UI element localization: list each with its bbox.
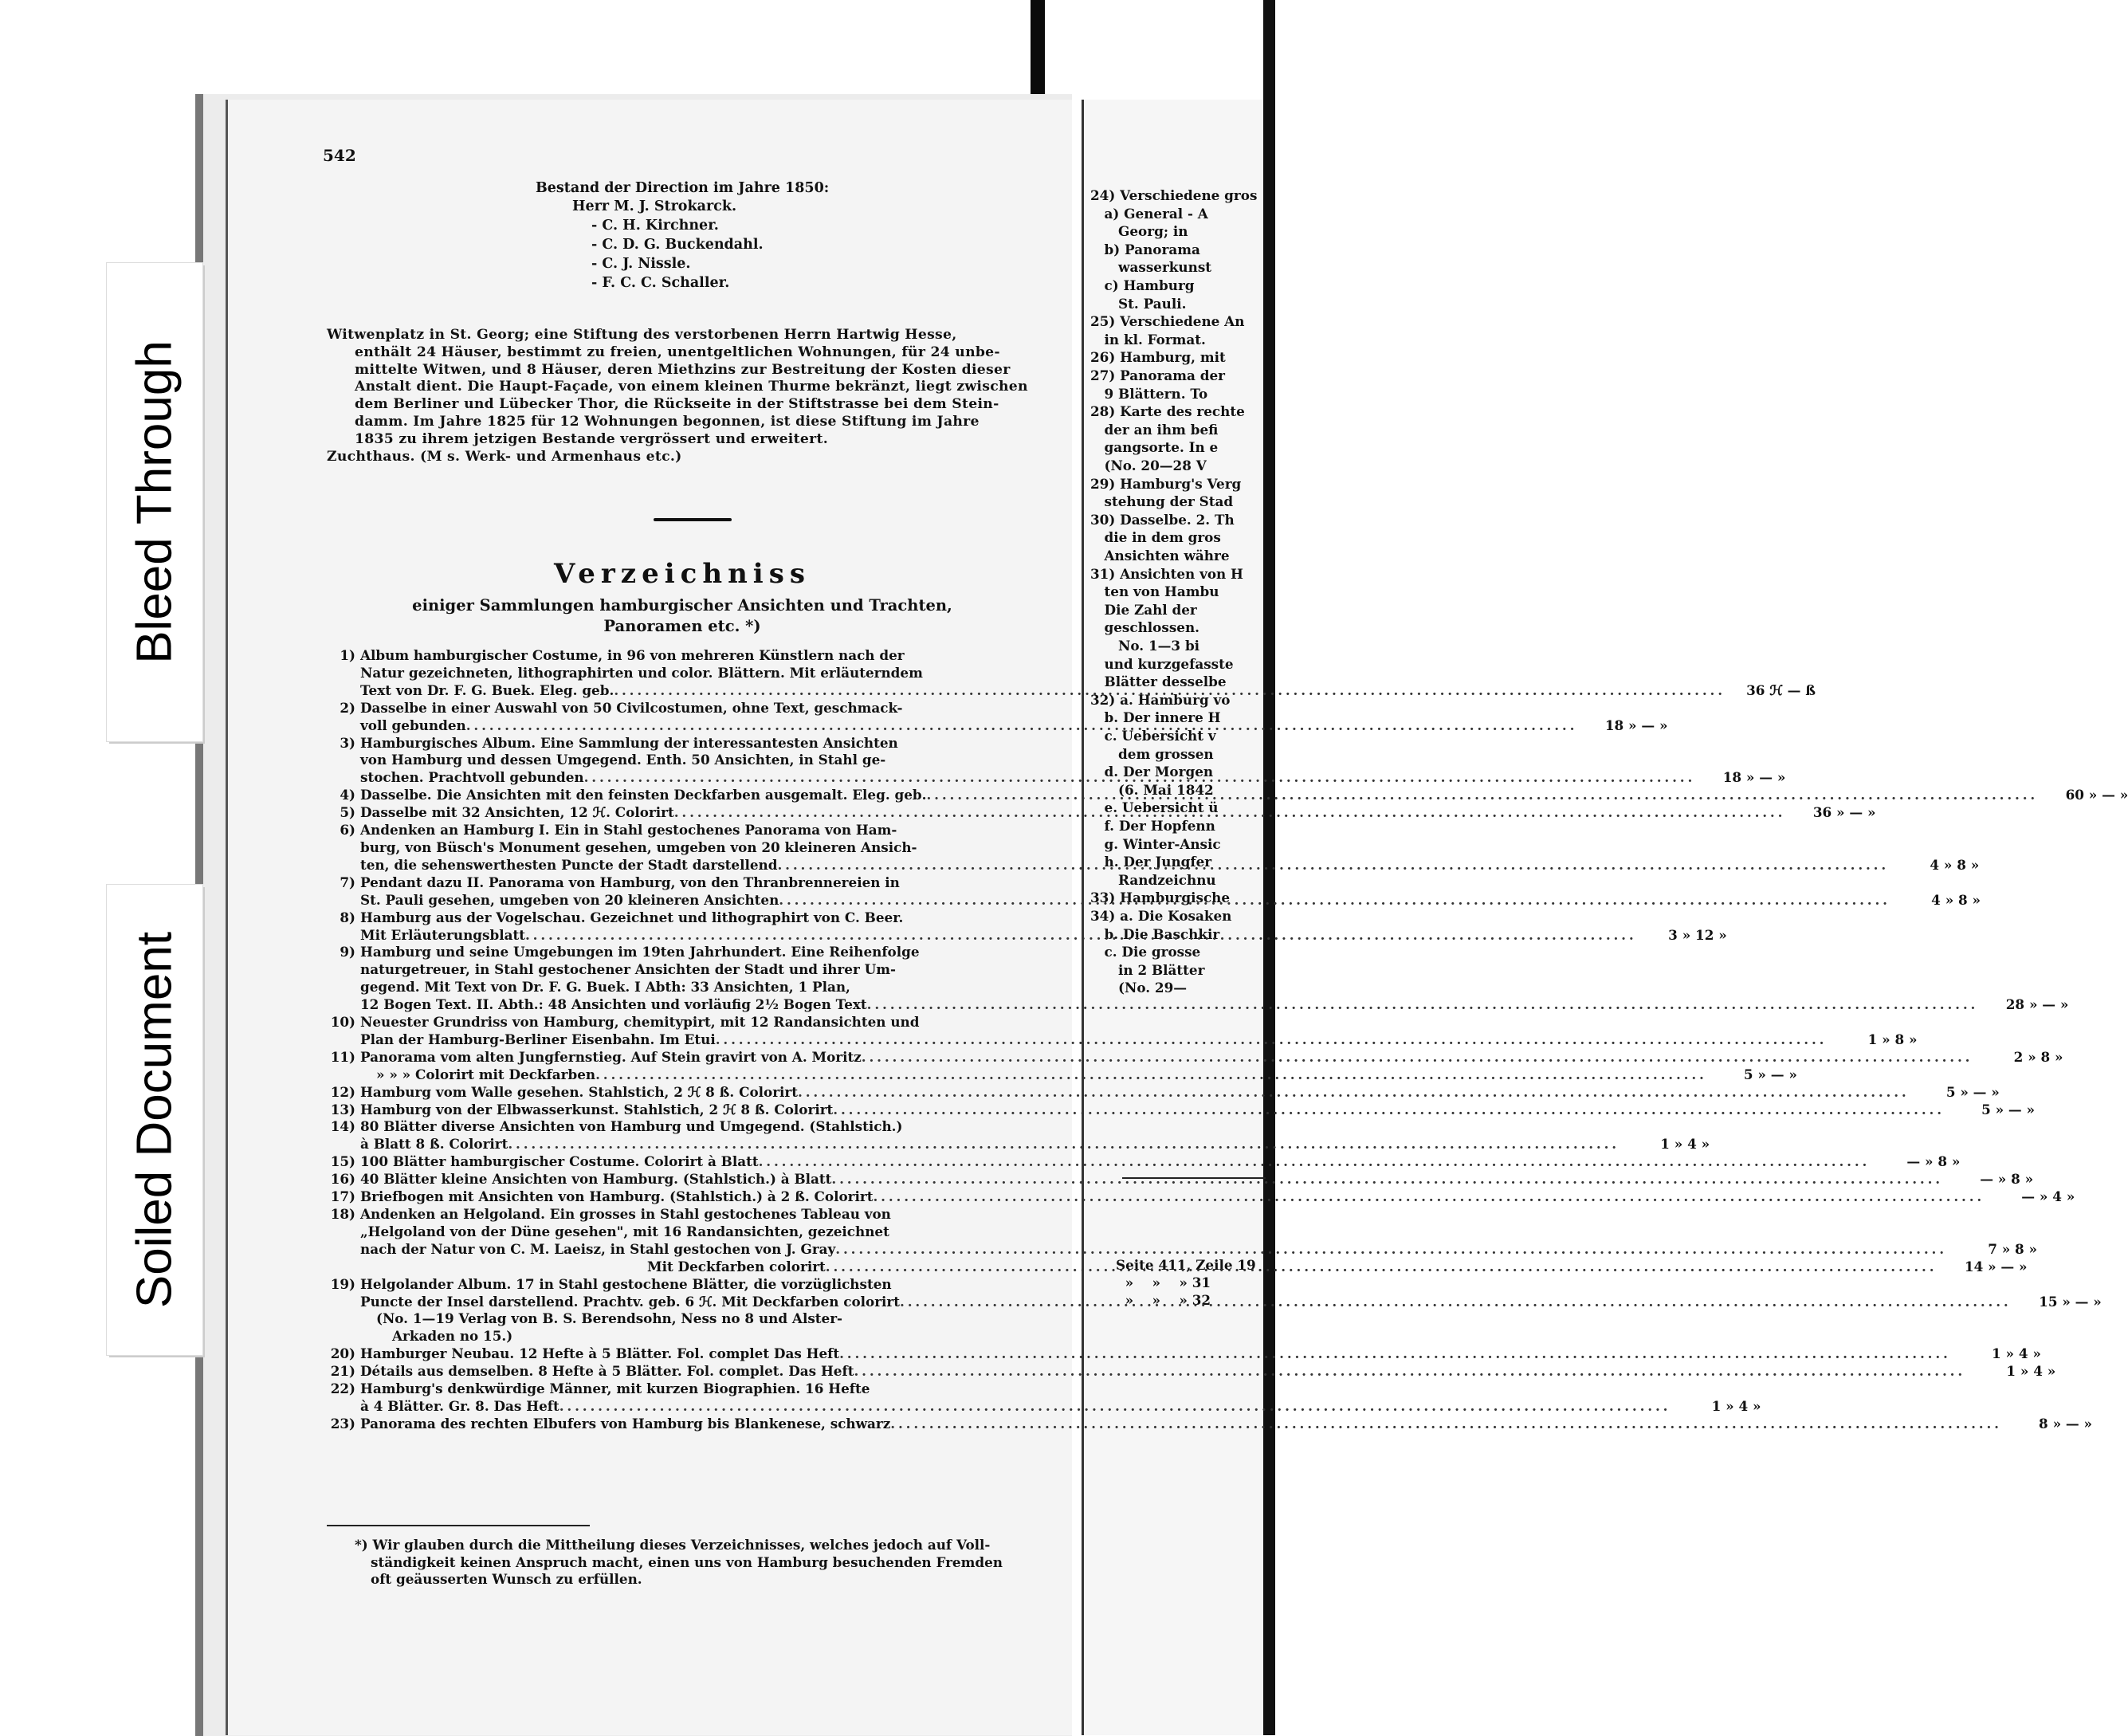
entry-line: » » » Colorirt mit Deckfarben: [376, 1066, 596, 1082]
catalogue-entry: [323, 1118, 1710, 1153]
paragraph-line: mittelte Witwen, und 8 Häuser, deren Miethzins zur Bestreitung der Kosten dieser: [355, 361, 1011, 378]
right-page-line: 26) Hamburg, mit: [1090, 349, 1226, 366]
entry-text: [360, 1276, 2102, 1311]
right-page-line: 30) Dasselbe. 2. Th: [1090, 511, 1235, 528]
footnote-rule: [327, 1525, 590, 1526]
catalogue-entry: [323, 1153, 1961, 1171]
footnote-line: *) Wir glauben durch die Mittheilung dieses Verzeichnisses, welches jedoch auf Voll-: [355, 1537, 991, 1553]
entry-price-line: [360, 1188, 2075, 1206]
entry-price-line: [360, 1031, 1917, 1049]
entry-price-line: [360, 892, 1981, 909]
entry-number: 13): [330, 1101, 355, 1117]
entry-price: 5 » — »: [1981, 1101, 2036, 1117]
entry-line: stochen. Prachtvoll gebunden: [360, 769, 584, 786]
footnote: [355, 1537, 1056, 1589]
witwenplatz-paragraph: [327, 327, 1052, 465]
dot-leader: [862, 1049, 1969, 1066]
entry-price-line: [360, 1259, 2028, 1276]
paragraph-line: Anstalt dient. Die Haupt-Façade, von einem kleinen Thurme bekränzt, liegt zwischen: [355, 379, 1028, 395]
entry-line: Dasselbe. Die Ansichten mit den feinsten Deckfarben ausgemalt. Eleg. geb.: [360, 787, 927, 803]
entry-text: [360, 1084, 2000, 1102]
entry-text: [360, 1310, 1052, 1345]
entry-text: [360, 1188, 2075, 1206]
entry-number: 4): [340, 787, 355, 803]
entry-line: burg, von Büsch's Monument gesehen, umgeben von 20 kleineren Ansich-: [360, 839, 917, 855]
entry-price-line: [360, 1049, 2063, 1066]
paragraph-line: damm. Im Jahre 1825 für 12 Wohnungen begonnen, ist diese Stiftung im Jahre: [355, 413, 980, 430]
catalogue-entry: [323, 1171, 2034, 1188]
entry-number: 10): [330, 1014, 355, 1031]
right-page-line: die in dem gros: [1090, 529, 1221, 546]
entry-number: 16): [330, 1171, 355, 1188]
entry-price-line: [360, 787, 2128, 804]
right-page-line: 9 Blättern. To: [1090, 385, 1208, 402]
entry-price-line: [360, 1171, 2033, 1188]
entry-number: 14): [330, 1118, 355, 1135]
entry-price: 7 » 8 »: [1988, 1240, 2038, 1257]
entry-price: 1 » 4 »: [1660, 1136, 1710, 1153]
entry-number: 6): [340, 822, 355, 839]
entry-text: [360, 1416, 2092, 1433]
entry-price: 5 » — »: [1743, 1066, 1797, 1082]
entry-price: 15 » — »: [2039, 1293, 2102, 1310]
entry-line: Dasselbe in einer Auswahl von 50 Civilcostumen, ohne Text, geschmack-: [360, 699, 903, 716]
entry-line: Text von Dr. F. G. Buek. Eleg. geb.: [360, 681, 614, 698]
right-page-line: a) General - A: [1090, 205, 1208, 222]
direction-member: - C. H. Kirchner.: [591, 218, 719, 234]
entry-line: Andenken an Helgoland. Ein grosses in Stahl gestochenes Tableau von: [360, 1206, 891, 1222]
direction-member: - C. D. G. Buckendahl.: [591, 237, 764, 253]
section-title: Verzeichniss: [554, 558, 811, 590]
dot-leader: [831, 1171, 1939, 1188]
entry-price-line: [360, 927, 1727, 945]
paragraph-line: dem Berliner und Lübecker Thor, die Rückseite in der Stiftstrasse bei dem Stein-: [355, 396, 999, 413]
entry-price-line: [360, 1153, 1960, 1171]
paragraph-line: enthält 24 Häuser, bestimmt zu freien, unentgeltlichen Wohnungen, für 24 unbe-: [355, 344, 1000, 360]
label-soiled-document: [107, 885, 202, 1355]
catalogue-entry: [323, 1381, 1761, 1416]
entry-price: 28 » — »: [2005, 996, 2069, 1013]
right-page-line: b. Die Baschkir: [1090, 925, 1220, 942]
right-page-line: Ansichten währe: [1090, 548, 1230, 564]
entry-price-line: [360, 682, 1816, 700]
right-page-line: 28) Karte des rechte: [1090, 403, 1245, 420]
entry-price: 1 » 4 »: [1711, 1397, 1761, 1414]
entry-price-line: [360, 1345, 2041, 1363]
label-bleed-through: [107, 263, 202, 741]
catalogue-entry: [323, 1188, 2075, 1206]
catalogue-entry: [323, 1014, 1918, 1049]
right-page-line: 24) Verschiedene gros: [1090, 187, 1258, 203]
entry-text: [360, 804, 1875, 822]
dot-leader: [867, 996, 1975, 1014]
catalogue-entry: [323, 1101, 2036, 1119]
entry-line: Hamburg und seine Umgebungen im 19ten Jahrhundert. Eine Reihenfolge: [360, 944, 920, 960]
right-page-line: dem grossen: [1090, 745, 1214, 762]
entry-line: voll gebunden: [360, 717, 466, 733]
right-page-line: geschlossen.: [1090, 619, 1199, 636]
entry-line: 12 Bogen Text. II. Abth.: 48 Ansichten und vorläufig 2½ Bogen Text: [360, 996, 867, 1013]
entry-text: [360, 1345, 2041, 1363]
entry-number: [323, 1310, 360, 1345]
entry-price: 18 » — »: [1604, 717, 1668, 733]
entry-line: 80 Blätter diverse Ansichten von Hamburg und Umgegend. (Stahlstich.): [360, 1118, 903, 1135]
entry-line: Panorama vom alten Jungfernstieg. Auf Stein gravirt von A. Moritz: [360, 1048, 862, 1065]
entry-text: [360, 944, 2068, 1014]
right-page-line: e. Uebersicht ü: [1090, 799, 1219, 816]
entry-line: St. Pauli gesehen, umgeben von 20 kleineren Ansichten: [360, 891, 779, 908]
footnote-line: ständigkeit keinen Anspruch macht, einen uns von Hamburg besuchenden Fremden: [371, 1553, 1003, 1570]
entry-text: [360, 1066, 1797, 1084]
right-page-line: g. Winter-Ansic: [1090, 835, 1221, 852]
entry-price-line: [360, 1241, 2037, 1259]
entry-line: à Blatt 8 ß. Colorirt: [360, 1136, 508, 1153]
paragraph-line: Zuchthaus. (M s. Werk- und Armenhaus etc.): [327, 448, 682, 465]
entry-number: [323, 1066, 360, 1084]
errata-line: » » » 31: [1116, 1275, 1211, 1290]
entry-line: Hamburgisches Album. Eine Sammlung der interessantesten Ansichten: [360, 734, 898, 751]
section-divider: [654, 518, 732, 521]
entry-price: 1 » 4 »: [1992, 1345, 2041, 1362]
errata-line: Seite 411, Zeile 19: [1116, 1257, 1256, 1273]
entry-price: 18 » — »: [1722, 769, 1786, 786]
dot-leader: [525, 927, 1633, 945]
entry-number: 11): [330, 1048, 355, 1065]
entry-line: Puncte der Insel darstellend. Prachtv. geb. 6 ℋ. Mit Deckfarben colorirt: [360, 1293, 901, 1310]
right-page-line: 27) Panorama der: [1090, 367, 1226, 383]
entry-price-line: [360, 1102, 2035, 1119]
entry-text: [360, 1381, 1761, 1416]
entry-text: [360, 700, 1667, 735]
entry-line: gegend. Mit Text von Dr. F. G. Buek. I Abth: 33 Ansichten, 1 Plan,: [360, 979, 850, 996]
entry-price: 2 » 8 »: [2013, 1048, 2063, 1065]
direction-member: - F. C. C. Schaller.: [591, 275, 730, 291]
entry-text: [360, 1363, 2055, 1381]
entry-line: Album hamburgischer Costume, in 96 von mehreren Künstlern nach der: [360, 647, 905, 663]
right-page-line: 25) Verschiedene An: [1090, 313, 1245, 330]
entry-number: 3): [340, 734, 355, 751]
entry-text: [360, 1102, 2035, 1119]
direction-member: - C. J. Nissle.: [591, 256, 691, 272]
entry-text: [360, 1206, 2037, 1259]
entry-line: Hamburg aus der Vogelschau. Gezeichnet und lithographirt von C. Beer.: [360, 909, 904, 925]
entry-text: [360, 1049, 2063, 1066]
entry-line: Mit Erläuterungsblatt: [360, 926, 525, 943]
dot-leader: [900, 1294, 2008, 1311]
catalogue-entry: [323, 1310, 1052, 1345]
right-page-line: Randzeichnu: [1090, 871, 1216, 888]
direction-member: Herr M. J. Strokarck.: [572, 198, 737, 214]
entry-text: [360, 1153, 1960, 1171]
dot-leader: [873, 1188, 1981, 1206]
entry-price: — » 8 »: [1980, 1171, 2034, 1188]
dot-leader: [584, 769, 1692, 787]
paragraph-line: Witwenplatz in St. Georg; eine Stiftung des verstorbenen Herrn Hartwig Hesse,: [327, 327, 957, 343]
entry-line: Hamburg's denkwürdige Männer, mit kurzen Biographien. 16 Hefte: [360, 1381, 870, 1397]
entry-price-line: [360, 1084, 2000, 1102]
right-page-line: ten von Hambu: [1090, 583, 1219, 600]
catalogue-entry: [323, 1048, 2063, 1066]
footnote-line: oft geäusserten Wunsch zu erfüllen.: [371, 1571, 642, 1587]
entry-price: 14 » — »: [1964, 1258, 2028, 1275]
entry-line: Andenken an Hamburg I. Ein in Stahl gestochenes Panorama von Ham-: [360, 822, 897, 839]
dot-leader: [716, 1031, 1824, 1049]
entry-number: 9): [340, 944, 355, 960]
dot-leader: [779, 892, 1887, 909]
entry-line: ten, die sehenswerthesten Puncte der Stadt darstellend: [360, 856, 778, 873]
entry-number: 12): [330, 1083, 355, 1100]
right-page-line: 34) a. Die Kosaken: [1090, 908, 1232, 924]
entry-price-line: [360, 1066, 1797, 1084]
entry-text: [360, 871, 1981, 909]
entry-price: 4 » 8 »: [1931, 891, 1981, 908]
dot-leader: [759, 1153, 1867, 1171]
entry-number: 20): [330, 1345, 355, 1362]
right-page-line: b. Der innere H: [1090, 709, 1221, 726]
entry-price-line: [360, 1136, 1710, 1153]
entry-text: [360, 1014, 1917, 1049]
entry-text: [360, 822, 1979, 874]
right-page-line: und kurzgefasste: [1090, 655, 1234, 672]
dot-leader: [839, 1345, 1947, 1363]
entry-line: Hamburg von der Elbwasserkunst. Stahlstich, 2 ℋ 8 ß. Colorirt: [360, 1101, 834, 1117]
section-subtitle: einiger Sammlungen hamburgischer Ansichten und Trachten,: [412, 596, 952, 615]
entry-price-line: [360, 996, 2068, 1014]
catalogue-entry: [323, 1066, 1797, 1084]
entry-number: 22): [330, 1381, 355, 1397]
entry-line: Plan der Hamburg-Berliner Eisenbahn. Im Etui: [360, 1031, 716, 1047]
right-page-line: f. Der Hopfenn: [1090, 818, 1215, 834]
entry-line: nach der Natur von C. M. Laeisz, in Stahl gestochen von J. Gray: [360, 1240, 836, 1257]
entry-line: Briefbogen mit Ansichten von Hamburg. (Stahlstich.) à 2 ß. Colorirt: [360, 1188, 874, 1205]
entry-line: Détails aus demselben. 8 Hefte à 5 Blätter. Fol. complet. Das Heft: [360, 1363, 854, 1380]
dot-leader: [595, 1066, 1703, 1084]
dot-leader: [826, 1259, 1934, 1276]
entry-price: 36 » — »: [1812, 804, 1876, 821]
entry-line: Hamburger Neubau. 12 Hefte à 5 Blätter. Fol. complet Das Heft: [360, 1345, 840, 1362]
right-page-line: h. Der Jungfer: [1090, 854, 1212, 870]
entry-number: 15): [330, 1153, 355, 1170]
entry-line: Natur gezeichneten, lithographirten und color. Blättern. Mit erläuterndem: [360, 664, 923, 681]
entry-number: 2): [340, 699, 355, 716]
right-page-line: No. 1—3 bi: [1090, 638, 1200, 654]
entry-line: Helgolander Album. 17 in Stahl gestochene Blätter, die vorzüglichsten: [360, 1275, 892, 1292]
entry-line: 40 Blätter kleine Ansichten von Hamburg. (Stahlstich.) à Blatt: [360, 1171, 832, 1188]
catalogue-entry: [323, 1415, 2093, 1433]
entry-number: 5): [340, 804, 355, 821]
entry-line: 100 Blätter hamburgischer Costume. Colorirt à Blatt: [360, 1153, 759, 1170]
entry-price: 3 » 12 »: [1668, 926, 1727, 943]
dot-leader: [559, 1398, 1667, 1416]
label-bleed-through-text: Bleed Through: [127, 340, 183, 664]
right-page-line: b) Panorama: [1090, 241, 1200, 257]
entry-text: [360, 1171, 2033, 1188]
right-page-line: 29) Hamburg's Verg: [1090, 475, 1242, 492]
right-page-line: Blätter desselbe: [1090, 674, 1227, 690]
right-page-line: St. Pauli.: [1090, 295, 1187, 312]
entry-number: 19): [330, 1275, 355, 1292]
entry-number: 8): [340, 909, 355, 925]
right-page-line: Die Zahl der: [1090, 601, 1197, 618]
right-page-line: 33) Hamburgische: [1090, 890, 1231, 906]
right-page-line: d. Der Morgen: [1090, 764, 1214, 780]
entry-text: [360, 1259, 2028, 1276]
entry-price: 4 » 8 »: [1930, 856, 1980, 873]
entry-price: 1 » 4 »: [2006, 1363, 2056, 1380]
entry-price: 60 » — »: [2065, 787, 2128, 803]
dot-leader: [508, 1136, 1616, 1153]
dot-leader: [854, 1363, 1961, 1381]
entry-line: Arkaden no 15.): [392, 1328, 513, 1345]
dot-leader: [614, 682, 1722, 700]
entry-number: 21): [330, 1363, 355, 1380]
entry-line: Dasselbe mit 32 Ansichten, 12 ℋ. Colorirt: [360, 804, 674, 821]
right-page-line: 32) a. Hamburg vo: [1090, 691, 1231, 708]
page-number: 542: [323, 146, 356, 165]
entry-line: naturgetreuer, in Stahl gestochener Ansichten der Stadt und ihrer Um-: [360, 961, 896, 978]
catalogue-entry: [323, 1083, 2000, 1102]
entry-number: [323, 1259, 360, 1276]
right-page-line: (No. 20—28 V: [1090, 458, 1207, 473]
entry-line: von Hamburg und dessen Umgegend. Enth. 50 Ansichten, in Stahl ge-: [360, 752, 886, 768]
entry-line: Neuester Grundriss von Hamburg, chemitypirt, mit 12 Randansichten und: [360, 1014, 920, 1031]
entry-price-line: [360, 717, 1667, 735]
entry-text: [360, 647, 1816, 700]
dot-leader: [927, 787, 2035, 804]
right-page-line: (6. Mai 1842: [1090, 781, 1214, 798]
entry-number: 7): [340, 874, 355, 890]
right-page-line: stehung der Stad: [1090, 493, 1234, 510]
right-page-line: in 2 Blätter: [1090, 961, 1205, 978]
right-page-line: c. Uebersicht v: [1090, 728, 1216, 744]
catalogue-entry: [323, 1345, 2041, 1363]
entry-line: à 4 Blätter. Gr. 8. Das Heft: [360, 1397, 559, 1414]
entry-number: 23): [330, 1415, 355, 1432]
right-page-line: c) Hamburg: [1090, 277, 1195, 293]
entry-price: 8 » — »: [2039, 1415, 2093, 1432]
right-page-line: gangsorte. In e: [1090, 439, 1219, 456]
entry-price-line: [360, 1363, 2055, 1381]
dot-leader: [833, 1102, 1941, 1119]
right-page-line: in kl. Format.: [1090, 331, 1206, 348]
entry-line: Mit Deckfarben colorirt: [647, 1258, 826, 1275]
entry-number: 17): [330, 1188, 355, 1205]
entry-text: [360, 1118, 1710, 1153]
errata-line: » » » 32: [1116, 1292, 1211, 1308]
entry-price-line: [360, 1416, 2092, 1433]
section-subtitle-2: Panoramen etc. *): [603, 617, 761, 635]
entry-price: 5 » — »: [1945, 1083, 2000, 1100]
entry-text: [360, 787, 2128, 804]
entry-price: 36 ℋ — ß: [1746, 681, 1816, 698]
paragraph-line: 1835 zu ihrem jetzigen Bestande vergrössert und erweitert.: [355, 430, 828, 447]
dot-leader: [674, 804, 1782, 822]
entry-text: [360, 909, 1727, 945]
entry-line: Pendant dazu II. Panorama von Hamburg, von den Thranbrennereien in: [360, 874, 900, 890]
right-page-line: der an ihm befi: [1090, 421, 1219, 438]
entry-price: — » 4 »: [2021, 1188, 2075, 1205]
right-page-line: (No. 29—: [1090, 980, 1188, 996]
entry-price: — » 8 »: [1906, 1153, 1961, 1170]
dot-leader: [890, 1416, 1998, 1433]
dot-leader: [798, 1084, 1906, 1102]
entry-price-line: [360, 1294, 2102, 1311]
dot-leader: [835, 1241, 1943, 1259]
label-soiled-document-text: Soiled Document: [127, 931, 183, 1309]
entry-line: (No. 1—19 Verlag von B. S. Berendsohn, Ness no 8 und Alster-: [376, 1310, 842, 1327]
direction-heading: Bestand der Direction im Jahre 1850:: [536, 180, 830, 196]
dot-leader: [466, 717, 1574, 735]
entry-line: Panorama des rechten Elbufers von Hamburg bis Blankenese, schwarz: [360, 1415, 891, 1432]
entry-price: 1 » 8 »: [1867, 1031, 1918, 1047]
catalogue-entry: [323, 1363, 2056, 1381]
entry-text: [360, 735, 1785, 787]
entry-price-line: [360, 804, 1875, 822]
entry-price-line: [360, 1398, 1761, 1416]
right-page-line: 31) Ansichten von H: [1090, 565, 1243, 582]
entry-number: 1): [340, 647, 355, 663]
right-page-line: Georg; in: [1090, 223, 1188, 240]
catalogue-entry: [323, 1206, 2038, 1259]
right-page-line: wasserkunst: [1090, 259, 1212, 276]
right-page-line: c. Die grosse: [1090, 944, 1201, 960]
entry-line: „Helgoland von der Düne gesehen", mit 16 Randansichten, gezeichnet: [360, 1223, 889, 1239]
entry-line: Hamburg vom Walle gesehen. Stahlstich, 2 ℋ 8 ß. Colorirt: [360, 1083, 799, 1100]
entry-price-line: [360, 857, 1979, 874]
dot-leader: [777, 857, 1885, 874]
entry-price-line: [360, 769, 1785, 787]
entry-number: 18): [330, 1206, 355, 1222]
